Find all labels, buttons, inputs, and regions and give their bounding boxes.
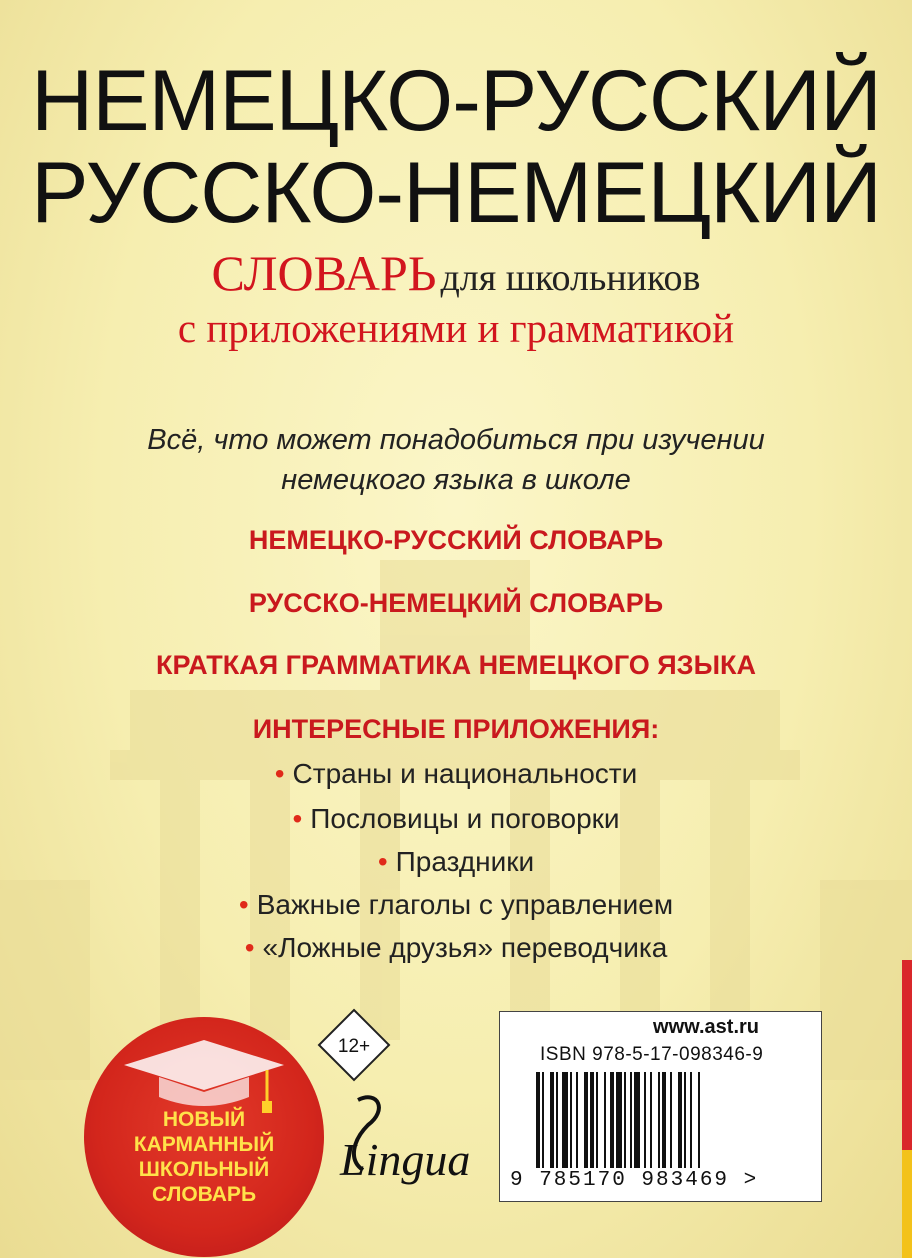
- bullet-icon: •: [377, 846, 388, 877]
- barcode-bar: [650, 1072, 652, 1168]
- barcode-bar: [644, 1072, 646, 1168]
- barcode-bar: [610, 1072, 614, 1168]
- stamp-text: [84, 1107, 324, 1207]
- bullet-icon: •: [274, 758, 285, 789]
- barcode-bar: [596, 1072, 598, 1168]
- barcode-bar: [556, 1072, 558, 1168]
- barcode-bar: [542, 1072, 544, 1168]
- stamp-line: ШКОЛЬНЫЙ: [138, 1158, 270, 1181]
- barcode-bar: [630, 1072, 632, 1168]
- title-line-1: НЕМЕЦКО-РУССКИЙ: [31, 53, 881, 149]
- list-item-label: «Ложные друзья» переводчика: [262, 932, 668, 963]
- website-url: www.ast.ru: [653, 1016, 759, 1038]
- subtitle-line-1: [0, 245, 912, 301]
- barcode-bar: [590, 1072, 594, 1168]
- list-item: [0, 934, 912, 962]
- subtitle-for-schoolchildren: для школьников: [440, 257, 701, 299]
- subtitle-line-2: с приложениями и грамматикой: [177, 305, 735, 351]
- barcode-panel: [499, 1011, 822, 1202]
- stamp-line: КАРМАННЫЙ: [133, 1133, 275, 1156]
- subtitle-dictionary: СЛОВАРЬ: [211, 245, 437, 301]
- flag-stripe-yellow: [902, 1150, 912, 1258]
- barcode-bar: [616, 1072, 622, 1168]
- section-appendices: ИНТЕРЕСНЫЕ ПРИЛОЖЕНИЯ:: [252, 714, 660, 744]
- barcode-bar: [570, 1072, 572, 1168]
- barcode-bar: [624, 1072, 626, 1168]
- intro-line-1: Всё, что может понадобиться при изучении: [147, 424, 765, 456]
- section-german-russian: НЕМЕЦКО-РУССКИЙ СЛОВАРЬ: [248, 525, 664, 555]
- barcode-digits: 9 785170 983469 >: [510, 1169, 759, 1192]
- barcode-bar: [562, 1072, 568, 1168]
- barcode-bar: [658, 1072, 660, 1168]
- lingua-logo-text: Lingua: [340, 1134, 471, 1185]
- barcode-bars: [536, 1072, 786, 1168]
- intro-line-2: немецкого языка в школе: [281, 464, 631, 496]
- list-item-label: Страны и национальности: [292, 758, 638, 789]
- list-item-label: Пословицы и поговорки: [310, 803, 620, 834]
- barcode-bar: [536, 1072, 540, 1168]
- section-grammar: КРАТКАЯ ГРАММАТИКА НЕМЕЦКОГО ЯЗЫКА: [156, 650, 756, 680]
- barcode-bar: [662, 1072, 666, 1168]
- barcode-bar: [604, 1072, 606, 1168]
- list-item-label: Важные глаголы с управлением: [256, 889, 674, 920]
- stamp-line: НОВЫЙ: [162, 1108, 246, 1131]
- barcode-bar: [670, 1072, 672, 1168]
- list-item-label: Праздники: [395, 846, 535, 877]
- barcode-bar: [550, 1072, 554, 1168]
- list-item: [0, 891, 912, 919]
- barcode-bar: [690, 1072, 692, 1168]
- list-item: [0, 848, 912, 876]
- barcode-bar: [576, 1072, 578, 1168]
- age-rating-text: 12+: [337, 1036, 371, 1057]
- age-rating-badge: [317, 1008, 391, 1082]
- isbn-number: ISBN 978-5-17-098346-9: [540, 1044, 764, 1065]
- list-item: [0, 760, 912, 788]
- barcode-bar: [584, 1072, 588, 1168]
- barcode-bar: [678, 1072, 682, 1168]
- intro-text: [0, 420, 912, 500]
- barcode-bar: [634, 1072, 640, 1168]
- graduation-cap-icon: [119, 1035, 289, 1115]
- bullet-icon: •: [238, 889, 249, 920]
- list-item: [0, 805, 912, 833]
- bullet-icon: •: [292, 803, 303, 834]
- lingua-logo: [318, 1090, 498, 1190]
- bullet-icon: •: [244, 932, 255, 963]
- barcode-bar: [684, 1072, 686, 1168]
- barcode-bar: [698, 1072, 700, 1168]
- stamp-line: СЛОВАРЬ: [151, 1183, 257, 1206]
- new-pocket-dictionary-stamp: [84, 1017, 324, 1257]
- title-line-2: РУССКО-НЕМЕЦКИЙ: [31, 145, 881, 241]
- section-russian-german: РУССКО-НЕМЕЦКИЙ СЛОВАРЬ: [248, 588, 664, 618]
